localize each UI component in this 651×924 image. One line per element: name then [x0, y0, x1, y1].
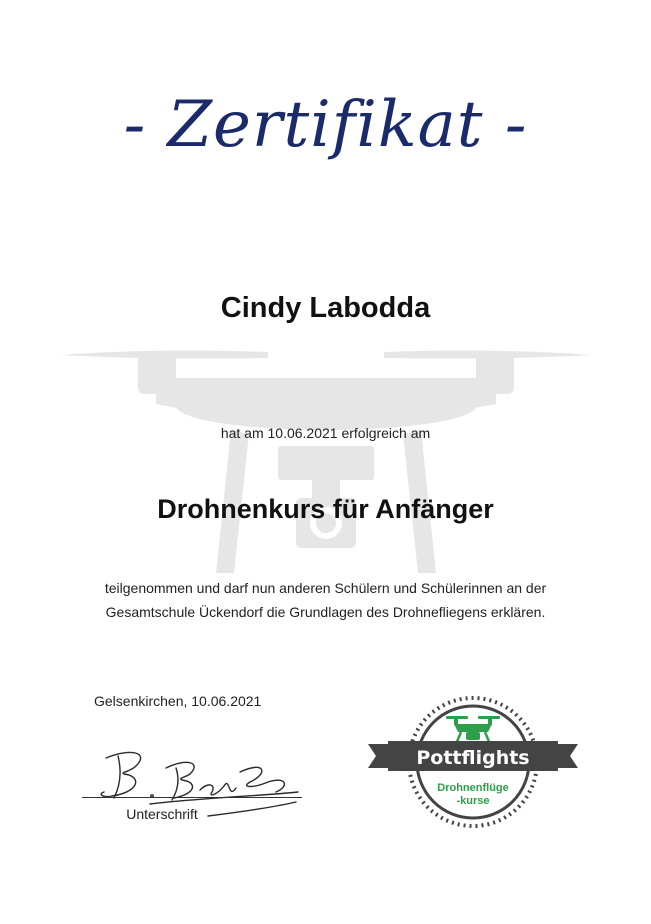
body-text-line-2: Gesamtschule Ückendorf die Grundlagen des Drohnefliegens erklären.: [105, 604, 546, 620]
drone-watermark-icon: [56, 338, 596, 578]
seal-subtitle-2: -kurse: [456, 795, 490, 807]
recipient-name: Cindy Labodda: [220, 292, 431, 324]
place-date: Gelsenkirchen, 10.06.2021: [94, 693, 262, 709]
signature-label: Unterschrift: [126, 806, 198, 822]
pottflights-seal-logo: [366, 694, 580, 830]
intro-line: hat am 10.06.2021 erfolgreich am: [220, 425, 431, 441]
body-text-line-1: teilgenommen und darf nun anderen Schülern und Schülerinnen an der: [104, 580, 547, 596]
seal-subtitle-1: Drohnenflüge: [437, 782, 509, 794]
signature-line: [82, 797, 302, 798]
seal-brand-text: Pottflights: [416, 747, 530, 769]
course-name: Drohnenkurs für Anfänger: [157, 494, 494, 524]
certificate-title: - Zertifikat -: [123, 88, 528, 162]
